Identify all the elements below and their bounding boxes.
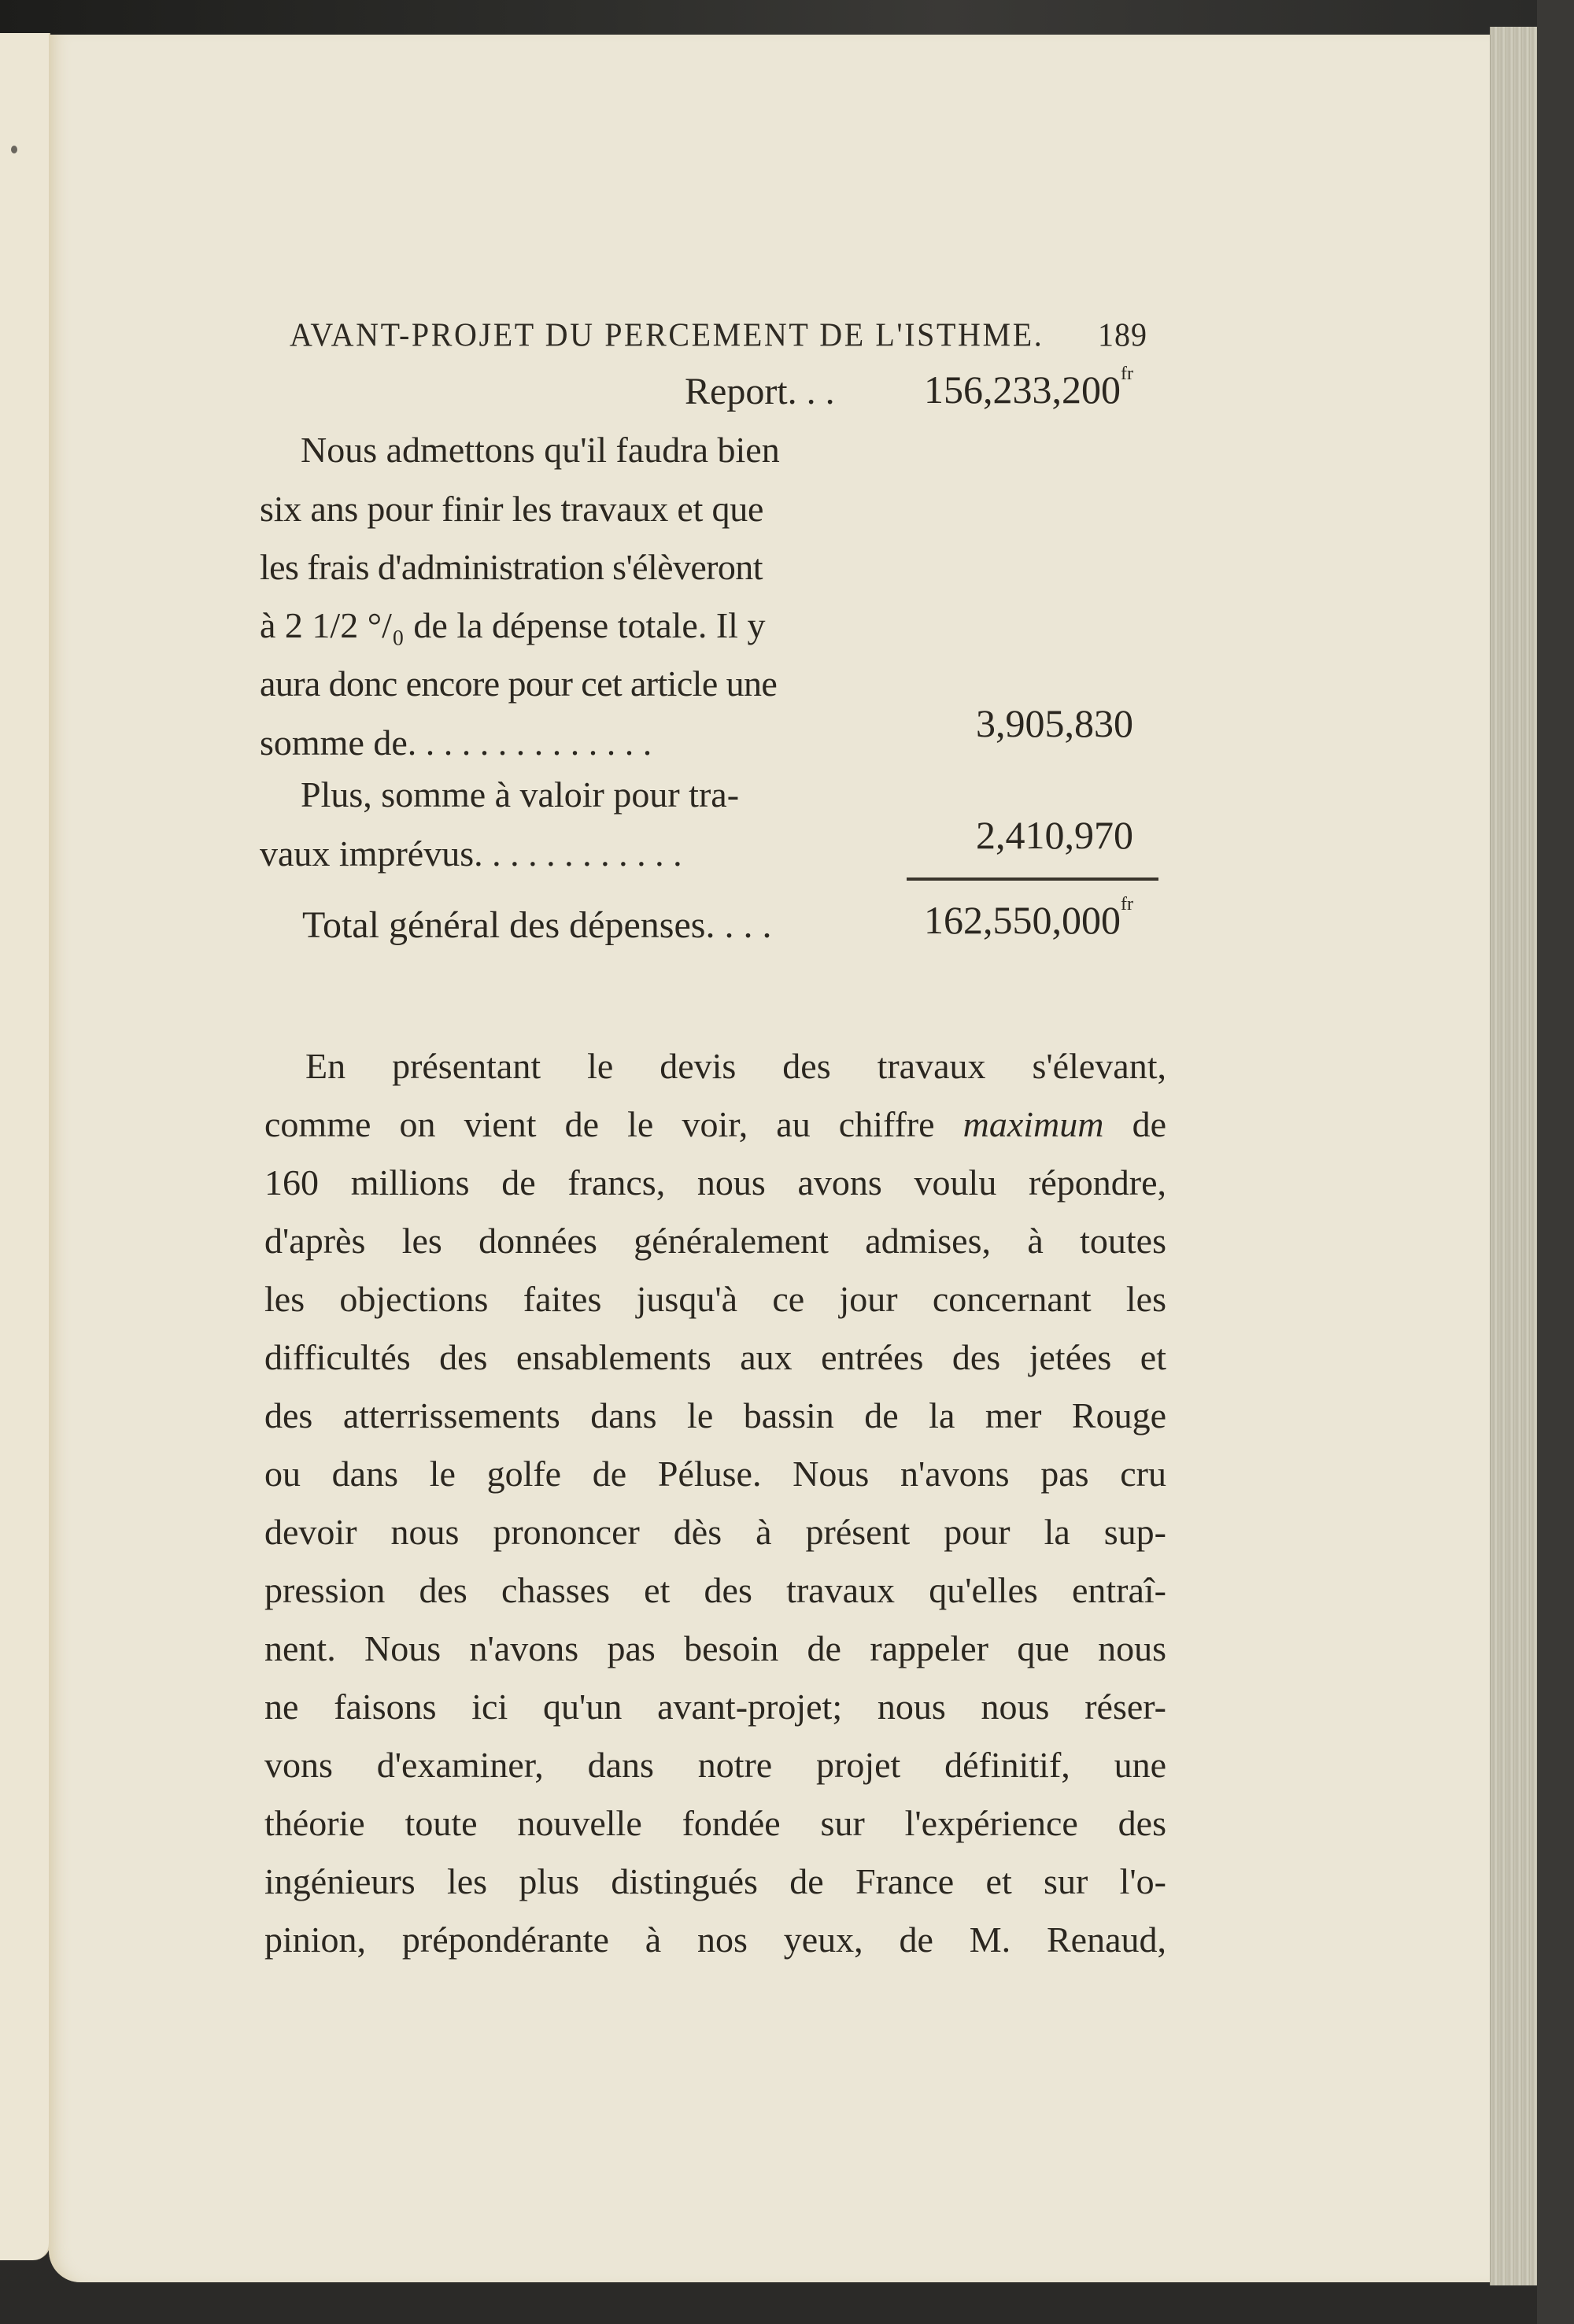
report-amount: [818, 364, 1133, 412]
report-label: Report. . .: [685, 371, 835, 412]
admin-line: six ans pour finir les travaux et que: [260, 489, 764, 529]
running-header-title: AVANT-PROJET DU PERCEMENT DE L'ISTHME.: [290, 316, 1044, 354]
italic-word: maximum: [963, 1104, 1104, 1144]
paper-speck: [11, 146, 17, 153]
body-line: difficultés des ensablements aux entrées des jetées et: [264, 1337, 1166, 1377]
report-amount-value: 156,233,200: [924, 368, 1121, 412]
body-line: ou dans le golfe de Péluse. Nous n'avons pas cru: [264, 1454, 1166, 1494]
admin-amount: 3,905,830: [976, 701, 1133, 745]
body-line: nent. Nous n'avons pas besoin de rappeler que nous: [264, 1628, 1166, 1668]
body-line: 160 millions de francs, nous avons voulu répondre,: [264, 1162, 1166, 1203]
scanner-background-right: [1537, 0, 1574, 2324]
admin-line: les frais d'administration s'élèveront: [260, 547, 763, 587]
body-line: pinion, prépondérante à nos yeux, de M. Renaud,: [264, 1919, 1166, 1960]
body-line: les objections faites jusqu'à ce jour concernant les: [264, 1279, 1166, 1319]
body-line: théorie toute nouvelle fondée sur l'expérience des: [264, 1803, 1166, 1843]
body-line: [264, 1095, 1166, 1154]
body-line: des atterrissements dans le bassin de la mer Rouge: [264, 1395, 1166, 1435]
body-line-text: comme on vient de le voir, au chiffre: [264, 1104, 935, 1144]
facing-page-edge: [0, 33, 50, 2260]
sum-rule: [907, 878, 1158, 881]
unforeseen-amount: 2,410,970: [976, 813, 1133, 857]
body-line: ne faisons ici qu'un avant-projet; nous nous réser-: [264, 1687, 1166, 1727]
body-line: devoir nous prononcer dès à présent pour la sup-: [264, 1512, 1166, 1552]
admin-line: somme de. . . . . . . . . . . . . .: [260, 722, 652, 763]
body-line-text: de: [1132, 1104, 1166, 1144]
body-line: pression des chasses et des travaux qu'elles entraî-: [264, 1570, 1166, 1610]
total-label: Total général des dépenses. . . .: [302, 904, 772, 946]
body-line: d'après les données généralement admises, à toutes: [264, 1221, 1166, 1261]
admin-line: à 2 1/2 °/₀ de la dépense totale. Il y: [260, 605, 766, 645]
body-line: ingénieurs les plus distingués de France et sur l'o-: [264, 1861, 1166, 1901]
page-number: 189: [1098, 316, 1147, 354]
admin-line: Nous admettons qu'il faudra bien: [301, 430, 780, 470]
unforeseen-line: vaux imprévus. . . . . . . . . . . .: [260, 833, 682, 874]
unforeseen-line: Plus, somme à valoir pour tra-: [301, 774, 740, 815]
body-line: En présentant le devis des travaux s'élevant,: [305, 1046, 1166, 1086]
report-amount-unit: fr: [1121, 364, 1133, 384]
body-paragraph: [264, 1037, 1166, 1969]
scanner-background-top: [0, 0, 1574, 35]
running-header: [290, 316, 1147, 354]
body-line: vons d'examiner, dans notre projet définitif, une: [264, 1745, 1166, 1785]
total-amount-value: 162,550,000: [924, 898, 1121, 942]
admin-line: aura donc encore pour cet article une: [260, 663, 778, 704]
total-amount: [818, 894, 1133, 943]
total-amount-unit: fr: [1121, 894, 1133, 914]
page-stack-edge: [1490, 27, 1538, 2285]
